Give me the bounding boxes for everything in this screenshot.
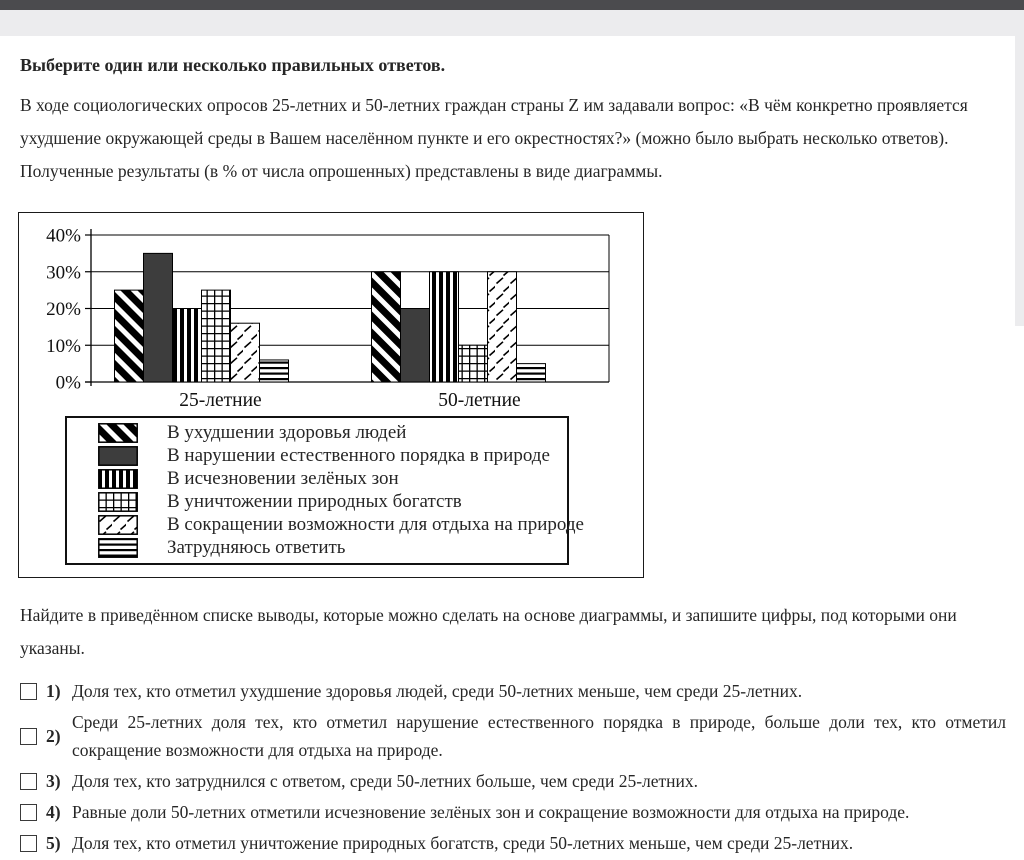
legend-item bbox=[67, 491, 567, 513]
option-text: Среди 25-летних доля тех, кто отметил нарушение естественного порядка в природе, больше доли тех, кто отметил сокращение возможности для отдыха на природе. bbox=[72, 712, 1006, 760]
y-tick-label: 30% bbox=[46, 262, 81, 284]
option-5-checkbox[interactable] bbox=[20, 835, 37, 852]
bar bbox=[231, 323, 260, 382]
legend-item bbox=[67, 514, 584, 536]
option-number: 1) bbox=[46, 681, 61, 701]
bar bbox=[372, 272, 401, 382]
legend-item bbox=[67, 422, 567, 444]
page-title: Выберите один или несколько правильных ответов. bbox=[20, 55, 446, 75]
category-label: 50-летние bbox=[438, 390, 521, 411]
legend-item bbox=[67, 468, 567, 490]
legend-item bbox=[67, 537, 567, 559]
legend-label: В ухудшении здоровья людей bbox=[167, 422, 407, 443]
option-3-checkbox[interactable] bbox=[20, 773, 37, 790]
option-number: 3) bbox=[46, 771, 61, 791]
y-tick-label: 0% bbox=[55, 372, 81, 394]
legend-label: В нарушении естественного порядка в природе bbox=[167, 445, 550, 466]
swatch-diagonal-stripes-icon bbox=[98, 423, 138, 443]
legend-item bbox=[67, 445, 567, 467]
legend-label: Затрудняюсь ответить bbox=[167, 537, 346, 558]
bar bbox=[260, 360, 289, 382]
option-text: Доля тех, кто затруднился с ответом, среди 50-летних больше, чем среди 25-летних. bbox=[72, 771, 699, 791]
legend-label: В уничтожении природных богатств bbox=[167, 491, 462, 512]
chart-figure bbox=[18, 212, 644, 578]
option-2-checkbox[interactable] bbox=[20, 728, 37, 745]
bar bbox=[115, 290, 144, 382]
answer-option-1 bbox=[20, 677, 1006, 705]
bar bbox=[517, 364, 546, 382]
y-tick-label: 40% bbox=[46, 225, 81, 247]
bar bbox=[459, 345, 488, 382]
right-gutter bbox=[1015, 36, 1024, 326]
answer-option-3 bbox=[20, 767, 1006, 795]
option-text: Равные доли 50-летних отметили исчезновение зелёных зон и сокращение возможности для отдыха на природе. bbox=[72, 802, 910, 822]
bar bbox=[173, 309, 202, 383]
header-band bbox=[0, 10, 1024, 36]
option-text: Доля тех, кто отметил уничтожение природных богатств, среди 50-летних меньше, чем среди 25-летних. bbox=[72, 833, 854, 853]
chart-legend bbox=[65, 416, 584, 565]
swatch-solid-dark-icon bbox=[98, 446, 138, 466]
bar bbox=[430, 272, 459, 382]
window-top-bar bbox=[0, 0, 1024, 10]
swatch-vertical-stripes-icon bbox=[98, 469, 138, 489]
answer-option-5 bbox=[20, 829, 1006, 857]
swatch-grid-icon bbox=[98, 492, 138, 512]
option-number: 4) bbox=[46, 802, 61, 822]
question-page bbox=[20, 36, 1006, 860]
bar bbox=[488, 272, 517, 382]
option-1-checkbox[interactable] bbox=[20, 683, 37, 700]
bar bbox=[401, 309, 430, 383]
question-intro-text: В ходе социологических опросов 25-летних и 50-летних граждан страны Z им задавали вопрос: «В чём конкретно проявляется ухудшение окружающей среды в Вашем населённом пункте и его окрестностях?» (можно было выбрать несколько ответов). Полученные результаты (в % от числа опрошенных) представлены в виде диаграммы. bbox=[20, 95, 968, 181]
bar bbox=[144, 253, 173, 382]
answer-option-2 bbox=[20, 708, 1006, 764]
y-tick-label: 20% bbox=[46, 299, 81, 320]
legend-label: В исчезновении зелёных зон bbox=[167, 468, 399, 489]
option-number: 5) bbox=[46, 833, 61, 853]
y-tick-label: 10% bbox=[46, 335, 81, 357]
option-text: Доля тех, кто отметил ухудшение здоровья людей, среди 50-летних меньше, чем среди 25-летних. bbox=[72, 681, 803, 701]
legend-label: В сокращении возможности для отдыха на природе bbox=[167, 514, 584, 535]
swatch-diagonal-dashes-icon bbox=[98, 515, 138, 535]
option-number: 2) bbox=[46, 726, 61, 746]
answer-option-4 bbox=[20, 798, 1006, 826]
answer-options bbox=[20, 677, 1006, 857]
bar-chart bbox=[19, 213, 642, 413]
category-label: 25-летние bbox=[179, 390, 262, 411]
task-text: Найдите в приведённом списке выводы, которые можно сделать на основе диаграммы, и запишите цифры, под которыми они указаны. bbox=[20, 605, 957, 658]
bar bbox=[202, 290, 231, 382]
swatch-horizontal-lines-icon bbox=[98, 538, 138, 558]
